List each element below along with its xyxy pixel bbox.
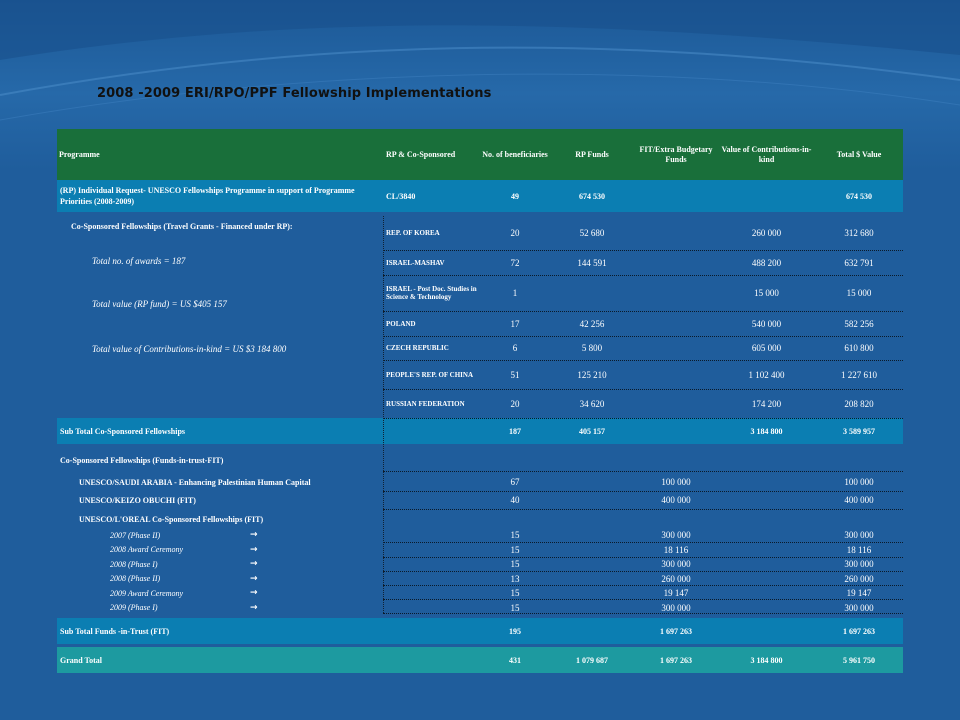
country-kind: 174 200 [751, 398, 782, 409]
fit-row-beneficiaries: 40 [510, 495, 520, 505]
country-name: REP. OF KOREA [386, 229, 440, 237]
loreal-row-fit: 19 147 [663, 588, 689, 598]
row-total: 674 530 [846, 191, 872, 201]
row-divider [383, 571, 903, 572]
row-rp: CL/3840 [386, 191, 416, 201]
fit-row-total: 400 000 [844, 495, 874, 505]
grand-total-row [57, 647, 903, 673]
country-kind: 15 000 [754, 288, 779, 298]
row-divider [383, 542, 903, 543]
fit-row-fit: 100 000 [661, 477, 691, 487]
header-kind: Value of Contributions-in-kind [721, 144, 812, 164]
header-rp-funds: RP Funds [575, 149, 609, 159]
header-fit: FIT/Extra Budgetary Funds [639, 144, 713, 164]
country-beneficiaries: 20 [510, 398, 520, 409]
row-divider [383, 418, 903, 419]
fit-row-label: UNESCO/KEIZO OBUCHI (FIT) [79, 495, 196, 505]
loreal-row-total: 300 000 [844, 602, 874, 613]
grand-total-label: Grand Total [60, 655, 103, 665]
country-beneficiaries: 72 [510, 257, 520, 268]
loreal-row-label: 2009 Award Ceremony [110, 588, 184, 598]
row-divider [383, 389, 903, 390]
loreal-row-label: 2008 (Phase I) [110, 559, 158, 569]
loreal-row-beneficiaries: 15 [510, 602, 520, 613]
column-divider [383, 216, 384, 613]
country-total: 1 227 610 [841, 369, 877, 380]
header-total: Total $ Value [836, 149, 882, 159]
fit-section-row [57, 449, 903, 471]
grand-total-beneficiaries: 431 [509, 655, 521, 665]
note-rp-value: Total value (RP fund) = US $405 157 [92, 299, 227, 309]
row-divider [383, 311, 903, 312]
loreal-row-label: 2008 Award Ceremony [110, 545, 184, 554]
country-name: CZECH REPUBLIC [386, 344, 449, 352]
table-row [57, 180, 903, 212]
country-total: 632 791 [844, 257, 874, 268]
loreal-row [57, 543, 903, 557]
grand-total-value: 5 961 750 [843, 655, 875, 665]
country-total: 312 680 [844, 228, 874, 238]
row-divider [383, 509, 903, 510]
loreal-row-label: 2009 (Phase I) [110, 603, 158, 612]
subtotal-fit-row [57, 618, 903, 644]
fit-row-total: 100 000 [844, 477, 874, 487]
grand-total-fit: 1 697 263 [660, 655, 692, 665]
loreal-row-beneficiaries: 13 [510, 573, 520, 584]
loreal-row-total: 260 000 [844, 573, 874, 584]
country-total: 582 256 [844, 318, 874, 329]
fit-row-beneficiaries: 67 [510, 477, 520, 487]
country-row [57, 250, 903, 275]
row-rp-funds: 674 530 [579, 191, 605, 201]
subtotal-fit-total: 1 697 263 [843, 626, 875, 636]
row-divider [383, 275, 903, 276]
fit-row [57, 473, 903, 491]
header-rp: RP & Co-Sponsored [386, 149, 456, 159]
header-programme: Programme [59, 149, 100, 159]
loreal-row [57, 528, 903, 542]
row-divider [383, 471, 903, 472]
country-kind: 488 200 [751, 257, 782, 268]
country-rp-funds: 5 800 [581, 343, 603, 353]
row-divider [383, 557, 903, 558]
fit-row-fit: 400 000 [661, 495, 691, 505]
country-kind: 260 000 [751, 228, 782, 238]
loreal-row-label: 2007 (Phase II) [110, 530, 161, 540]
country-beneficiaries: 20 [510, 228, 520, 238]
country-rp-funds: 42 256 [579, 318, 605, 329]
country-kind: 1 102 400 [748, 369, 785, 380]
arrow-right-icon: → [250, 573, 258, 584]
subtotal-kind: 3 184 800 [750, 426, 783, 436]
loreal-row [57, 572, 903, 586]
row-divider [383, 613, 903, 614]
row-beneficiaries: 49 [511, 191, 519, 201]
loreal-row-fit: 300 000 [661, 602, 691, 613]
country-beneficiaries: 51 [510, 369, 520, 380]
note-awards: Total no. of awards = 187 [92, 256, 186, 266]
country-rp-funds [550, 275, 634, 311]
page-title: 2008 -2009 ERI/RPO/PPF Fellowship Implementations [97, 86, 492, 101]
country-row [57, 336, 903, 360]
row-divider [383, 491, 903, 492]
note-kind-value: Total value of Contributions-in-kind = US $3 184 800 [92, 344, 287, 354]
loreal-title: UNESCO/L'OREAL Co-Sponsored Fellowships (FIT) [79, 515, 264, 524]
row-divider [383, 585, 903, 586]
country-beneficiaries: 17 [510, 318, 520, 329]
country-row [57, 216, 903, 250]
header-beneficiaries: No. of beneficiaries [482, 149, 548, 159]
arrow-right-icon: → [250, 588, 258, 598]
loreal-row-beneficiaries: 15 [510, 588, 520, 598]
country-total: 610 800 [844, 343, 874, 353]
grand-total-kind: 3 184 800 [750, 655, 783, 665]
country-name: ISRAEL - Post Doc. Studies in Science & Technology [386, 285, 477, 301]
arrow-right-icon: → [250, 559, 258, 569]
subtotal-label: Sub Total Co-Sponsored Fellowships [60, 426, 186, 436]
subtotal-cosponsored-row [57, 418, 903, 444]
loreal-row-beneficiaries: 15 [510, 544, 520, 555]
subtotal-total: 3 589 957 [843, 426, 875, 436]
loreal-row [57, 557, 903, 571]
loreal-row-fit: 300 000 [661, 530, 691, 540]
country-name: RUSSIAN FEDERATION [386, 399, 465, 408]
country-row [57, 311, 903, 336]
section-title: Co-Sponsored Fellowships (Travel Grants - Financed under RP): [71, 221, 293, 231]
arrow-right-icon: → [250, 530, 258, 540]
country-row [57, 275, 903, 311]
country-kind: 605 000 [751, 343, 782, 353]
subtotal-fit-value: 1 697 263 [660, 626, 692, 636]
loreal-row-fit: 300 000 [661, 559, 691, 569]
country-rp-funds: 125 210 [577, 369, 607, 380]
loreal-row-total: 19 147 [846, 588, 872, 598]
table-header [57, 129, 903, 180]
loreal-row-beneficiaries: 15 [510, 559, 520, 569]
loreal-row-total: 18 116 [846, 544, 872, 555]
loreal-row-label: 2008 (Phase II) [110, 574, 161, 583]
fit-row-label: UNESCO/SAUDI ARABIA - Enhancing Palestinian Human Capital [79, 477, 311, 487]
fit-section-title: Co-Sponsored Fellowships (Funds-in-trust-FIT) [60, 455, 224, 465]
arrow-right-icon: → [250, 602, 258, 613]
country-rp-funds: 52 680 [579, 228, 605, 238]
arrow-right-icon: → [250, 544, 258, 555]
subtotal-beneficiaries: 187 [509, 426, 521, 436]
country-rp-funds: 144 591 [577, 257, 607, 268]
country-rp-funds: 34 620 [579, 398, 605, 409]
loreal-row-fit: 260 000 [661, 573, 691, 584]
loreal-row-total: 300 000 [844, 530, 874, 540]
row-divider [383, 360, 903, 361]
grand-total-rp-funds: 1 079 687 [576, 655, 608, 665]
fit-row [57, 491, 903, 509]
country-name: PEOPLE'S REP. OF CHINA [386, 370, 473, 379]
subtotal-rp-funds: 405 157 [579, 426, 605, 436]
country-total: 15 000 [846, 288, 872, 298]
row-divider [383, 599, 903, 600]
subtotal-fit-label: Sub Total Funds -in-Trust (FIT) [60, 626, 170, 636]
loreal-row-total: 300 000 [844, 559, 874, 569]
country-row [57, 389, 903, 418]
row-label: (RP) Individual Request- UNESCO Fellowships Programme in support of Programme Priorities (2008-2009) [60, 186, 355, 206]
country-row [57, 360, 903, 389]
country-beneficiaries: 6 [512, 343, 518, 353]
country-beneficiaries: 1 [512, 288, 518, 298]
loreal-row [57, 586, 903, 600]
row-divider [383, 336, 903, 337]
country-kind: 540 000 [751, 318, 782, 329]
loreal-row-beneficiaries: 15 [510, 530, 520, 540]
country-name: POLAND [386, 319, 416, 328]
subtotal-fit-beneficiaries: 195 [509, 626, 521, 636]
loreal-row-fit: 18 116 [663, 544, 689, 555]
country-name: ISRAEL-MASHAV [386, 258, 445, 267]
row-divider [383, 250, 903, 251]
country-total: 208 820 [844, 398, 874, 409]
